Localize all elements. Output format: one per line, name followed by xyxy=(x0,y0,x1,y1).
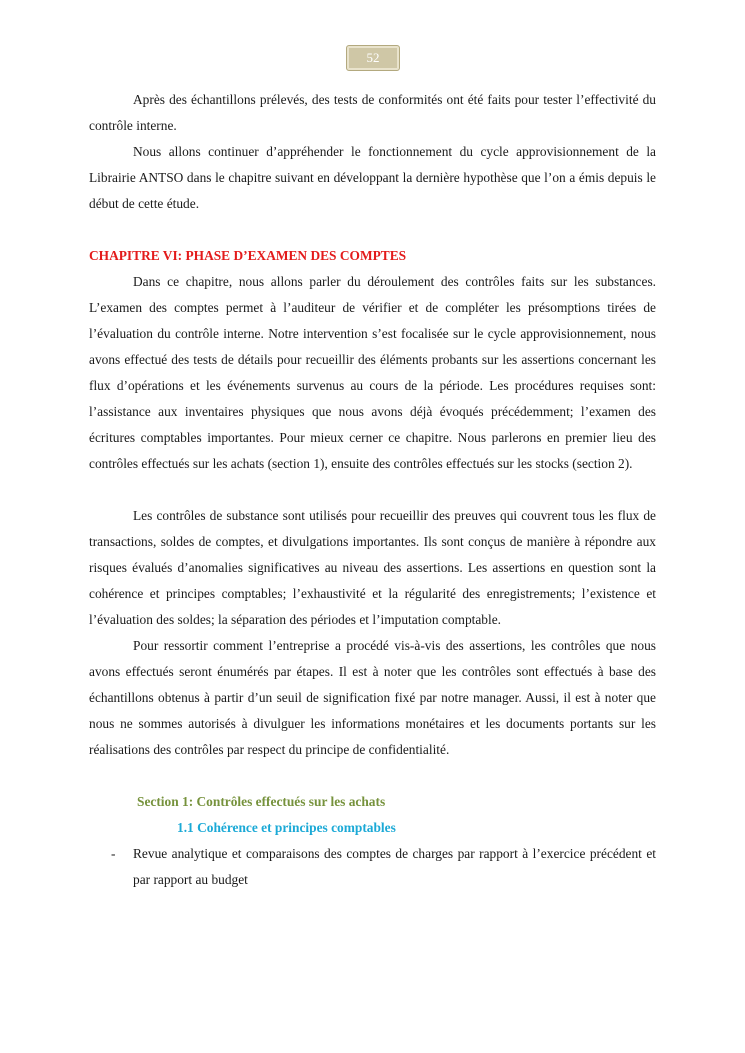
section-1-title: Section 1: Contrôles effectués sur les achats xyxy=(137,794,386,809)
intro-paragraph-2: Nous allons continuer d’appréhender le fonctionnement du cycle approvisionnement de la Librairie ANTSO dans le chapitre suivant en développant la dernière hypothèse que l’on a émis depuis le début de cette étude. xyxy=(89,144,656,211)
subsection-1-1-title: 1.1 Cohérence et principes comptables xyxy=(177,820,396,835)
chapter-paragraph-1: Dans ce chapitre, nous allons parler du déroulement des contrôles faits sur les substances. L’examen des comptes permet à l’auditeur de vérifier et de compléter les présomptions tirées de l’évaluation du contrôle interne. Notre intervention s’est focalisée sur le cycle approvisionnement, nous avons effectué des tests de détails pour recueillir des éléments probants sur les assertions concernant les flux d’opérations et les événements survenus au cours de la période. Les procédures requises sont: l’assistance aux inventaires physiques que nous avons déjà évoqués précédemment; l’examen des écritures comptables importantes. Pour mieux cerner ce chapitre. Nous parlerons en premier lieu des contrôles effectués sur les achats (section 1), ensuite des contrôles effectués sur les stocks (section 2). xyxy=(89,274,656,471)
bullet-marker: - xyxy=(111,846,116,861)
document-body xyxy=(89,87,656,893)
chapter-paragraph-3: Pour ressortir comment l’entreprise a procédé vis-à-vis des assertions, les contrôles que nous avons effectués seront énumérés par étapes. Il est à noter que les contrôles sont effectués à base des échantillons obtenus à partir d’un seuil de signification fixé par notre manager. Aussi, il est à noter que nous ne sommes autorisés à divulguer les informations monétaires et les documents portants sur les réalisations des contrôles par respect du principe de confidentialité. xyxy=(89,638,656,757)
chapter-paragraph-2: Les contrôles de substance sont utilisés pour recueillir des preuves qui couvrent tous les flux de transactions, soldes de comptes, et divulgations importantes. Ils sont conçus de manière à répondre aux risques évalués d’anomalies significatives au niveau des assertions. Les assertions en question sont la cohérence et principes comptables; l’exhaustivité et la régularité des enregistrements; l’existence et l’évaluation des soldes; la séparation des périodes et l’imputation comptable. xyxy=(89,508,656,627)
intro-paragraph-1: Après des échantillons prélevés, des tests de conformités ont été faits pour tester l’effectivité du contrôle interne. xyxy=(89,92,656,133)
list-item xyxy=(89,841,656,893)
chapter-title: CHAPITRE VI: PHASE D’EXAMEN DES COMPTES xyxy=(89,248,407,263)
bullet-text: Revue analytique et comparaisons des comptes de charges par rapport à l’exercice précédent et par rapport au budget xyxy=(133,846,656,887)
page-number-badge: 52 xyxy=(346,45,400,71)
